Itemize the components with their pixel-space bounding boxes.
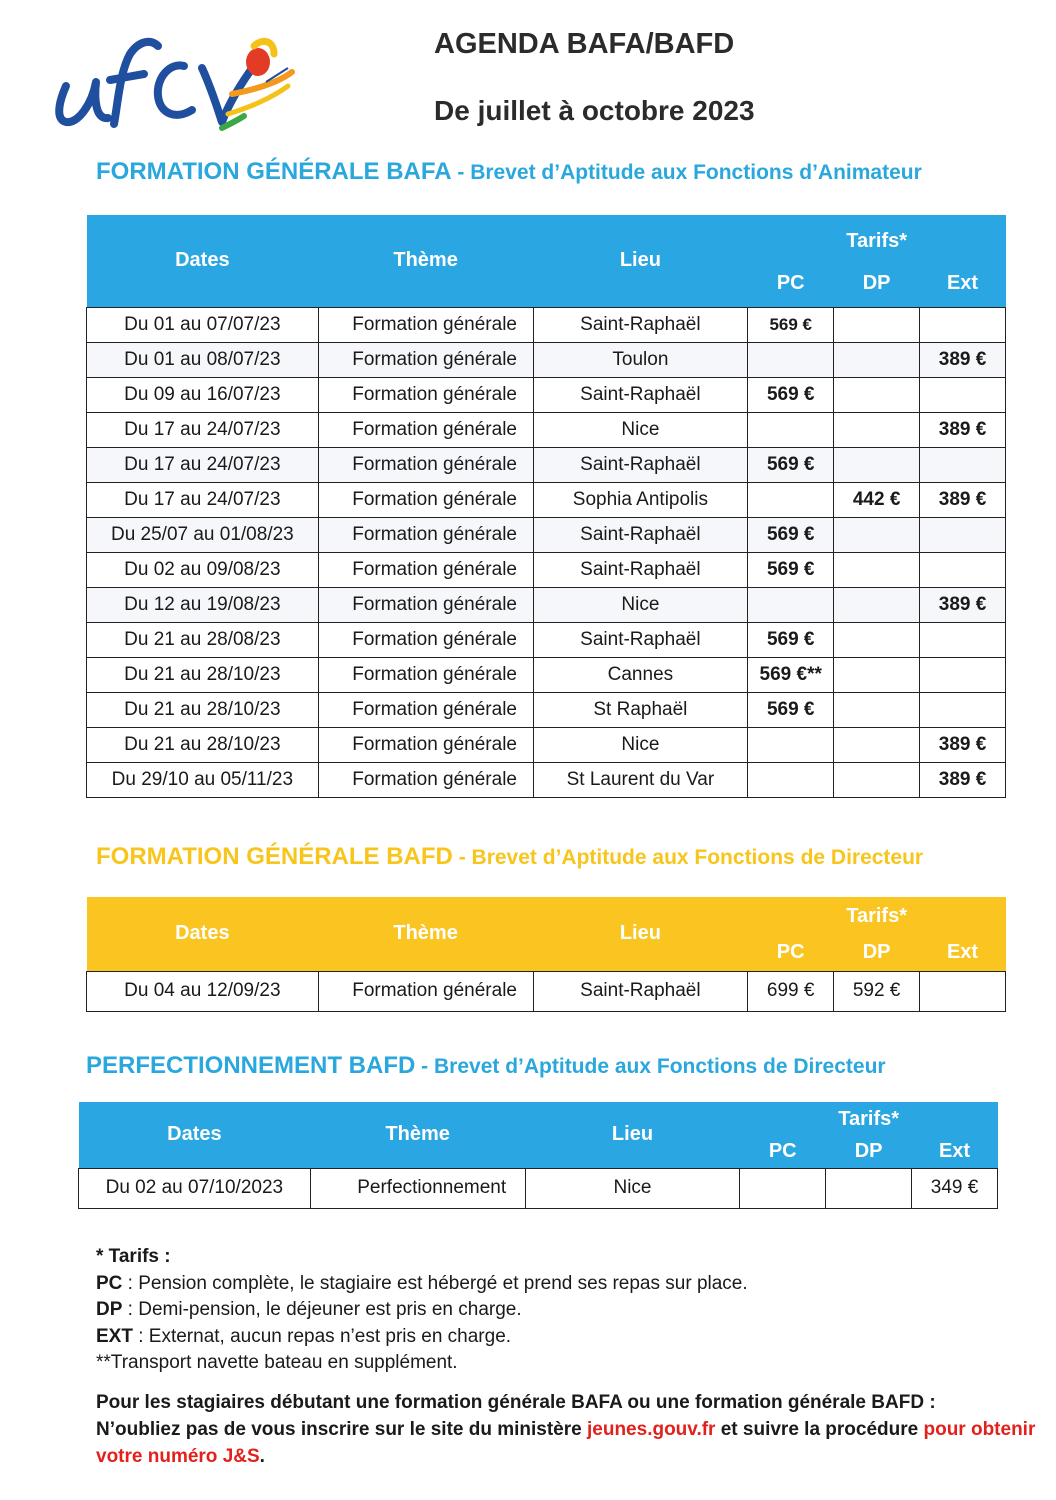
cell-theme: Formation générale	[318, 342, 533, 377]
cell-dp	[834, 307, 920, 342]
col-header-dates: Dates	[175, 249, 230, 272]
legend-ext-label: EXT	[96, 1325, 133, 1347]
page-subtitle: De juillet à octobre 2023	[434, 95, 755, 126]
cell-pc: 569 €	[748, 552, 834, 587]
cell-dp	[834, 342, 920, 377]
cell-pc: 569 €	[748, 692, 834, 727]
bafd-schedule-table	[86, 897, 1006, 1012]
cell-dp	[834, 412, 920, 447]
section-heading-bafa	[96, 158, 922, 186]
table-row	[87, 377, 1006, 412]
cell-lieu: Sophia Antipolis	[533, 482, 748, 517]
cell-theme: Perfectionnement	[310, 1168, 525, 1208]
table-row	[87, 587, 1006, 622]
cell-dp	[826, 1168, 912, 1208]
table-row	[87, 342, 1006, 377]
cell-pc: 569 €	[748, 307, 834, 342]
cell-lieu: Saint-Raphaël	[533, 307, 748, 342]
cell-lieu: Saint-Raphaël	[533, 552, 748, 587]
cell-ext: 389 €	[920, 762, 1006, 797]
cell-dp	[834, 692, 920, 727]
cell-dp	[834, 762, 920, 797]
legend-pc-label: PC	[96, 1272, 123, 1294]
table-row	[79, 1168, 998, 1208]
section-subtitle: - Brevet d’Aptitude aux Fonctions de Directeur	[415, 1055, 886, 1078]
cell-lieu: Saint-Raphaël	[533, 971, 748, 1011]
col-header-lieu: Lieu	[619, 249, 661, 272]
legend-pc	[96, 1271, 748, 1298]
cell-ext	[920, 447, 1006, 482]
table-row	[87, 552, 1006, 587]
cell-dates: Du 02 au 09/08/23	[87, 552, 319, 587]
col-header-theme: Thème	[385, 1123, 450, 1146]
col-header-lieu: Lieu	[619, 922, 661, 945]
cell-ext: 389 €	[920, 587, 1006, 622]
table-row	[87, 447, 1006, 482]
col-header-tarifs: Tarifs*	[846, 229, 908, 252]
cell-dp	[834, 622, 920, 657]
cell-dp	[834, 377, 920, 412]
notice-line-1: Pour les stagiaires débutant une formation générale BAFA ou une formation générale BAFD :	[96, 1392, 936, 1413]
cell-pc	[748, 482, 834, 517]
cell-pc	[748, 727, 834, 762]
cell-pc: 569 €	[748, 517, 834, 552]
table-row	[87, 762, 1006, 797]
cell-dp	[834, 517, 920, 552]
col-header-dp: DP	[854, 1140, 883, 1163]
cell-theme: Formation générale	[318, 657, 533, 692]
cell-pc: 699 €	[748, 971, 834, 1011]
cell-dp	[834, 587, 920, 622]
cell-lieu: St Laurent du Var	[533, 762, 748, 797]
col-header-ext: Ext	[938, 1140, 971, 1163]
cell-dates: Du 02 au 07/10/2023	[79, 1168, 311, 1208]
cell-lieu: Saint-Raphaël	[533, 622, 748, 657]
col-header-tarifs: Tarifs*	[838, 1107, 900, 1130]
cell-ext	[920, 307, 1006, 342]
cell-theme: Formation générale	[318, 552, 533, 587]
cell-lieu: Cannes	[533, 657, 748, 692]
cell-dates: Du 01 au 08/07/23	[87, 342, 319, 377]
cell-lieu: Nice	[533, 412, 748, 447]
cell-ext	[920, 971, 1006, 1011]
legend-transport: **Transport navette bateau en supplément.	[96, 1352, 458, 1373]
cell-ext: 389 €	[920, 412, 1006, 447]
perfectionnement-schedule-table	[78, 1102, 998, 1209]
cell-theme: Formation générale	[318, 727, 533, 762]
cell-pc	[748, 342, 834, 377]
cell-theme: Formation générale	[318, 622, 533, 657]
cell-dates: Du 12 au 19/08/23	[87, 587, 319, 622]
cell-dates: Du 21 au 28/10/23	[87, 727, 319, 762]
cell-dates: Du 17 au 24/07/23	[87, 412, 319, 447]
registration-notice	[96, 1389, 1041, 1470]
cell-dp: 442 €	[834, 482, 920, 517]
table-row	[87, 971, 1006, 1011]
col-header-lieu: Lieu	[611, 1123, 654, 1146]
cell-pc: 569 €	[748, 622, 834, 657]
section-title: PERFECTIONNEMENT BAFD	[86, 1052, 416, 1079]
cell-theme: Formation générale	[318, 517, 533, 552]
cell-dates: Du 21 au 28/10/23	[87, 692, 319, 727]
col-header-pc: PC	[776, 941, 805, 964]
notice-text-end: .	[259, 1446, 265, 1467]
cell-ext: 349 €	[912, 1168, 998, 1208]
section-heading-perfectionnement	[86, 1052, 886, 1080]
col-header-dp: DP	[862, 272, 891, 295]
cell-pc: 569 €	[748, 447, 834, 482]
notice-text-start: N’oubliez pas de vous inscrire sur le site du ministère	[96, 1419, 587, 1440]
cell-lieu: St Raphaël	[533, 692, 748, 727]
table-row	[87, 482, 1006, 517]
cell-dates: Du 17 au 24/07/23	[87, 447, 319, 482]
legend-dp-label: DP	[96, 1299, 123, 1320]
cell-dates: Du 29/10 au 05/11/23	[87, 762, 319, 797]
cell-ext: 389 €	[920, 482, 1006, 517]
cell-theme: Formation générale	[318, 762, 533, 797]
section-title: FORMATION GÉNÉRALE BAFA	[96, 158, 452, 185]
cell-dates: Du 17 au 24/07/23	[87, 482, 319, 517]
cell-dates: Du 21 au 28/10/23	[87, 657, 319, 692]
cell-theme: Formation générale	[318, 971, 533, 1011]
cell-dates: Du 25/07 au 01/08/23	[87, 517, 319, 552]
table-row	[87, 412, 1006, 447]
col-header-dates: Dates	[175, 922, 230, 945]
legend-pc-text: : Pension complète, le stagiaire est hébergé et prend ses repas sur place.	[122, 1272, 748, 1294]
cell-theme: Formation générale	[318, 447, 533, 482]
col-header-pc: PC	[768, 1140, 797, 1163]
cell-ext	[920, 377, 1006, 412]
cell-dates: Du 01 au 07/07/23	[87, 307, 319, 342]
col-header-tarifs: Tarifs*	[846, 904, 907, 927]
table-row	[87, 517, 1006, 552]
cell-theme: Formation générale	[318, 482, 533, 517]
cell-pc	[748, 412, 834, 447]
cell-pc	[748, 587, 834, 622]
cell-dp	[834, 552, 920, 587]
section-title: FORMATION GÉNÉRALE BAFD	[96, 843, 453, 870]
cell-lieu: Nice	[533, 727, 748, 762]
notice-red-text: pour obtenir votre numéro J&S	[96, 1419, 1036, 1467]
cell-lieu: Saint-Raphaël	[533, 377, 748, 412]
legend-dp	[96, 1297, 748, 1324]
ministry-link[interactable]: jeunes.gouv.fr	[587, 1419, 716, 1440]
bafa-schedule-table	[86, 215, 1006, 798]
cell-ext	[920, 517, 1006, 552]
ufcv-logo	[52, 24, 302, 152]
cell-ext	[920, 692, 1006, 727]
col-header-theme: Thème	[393, 922, 458, 945]
cell-ext	[920, 552, 1006, 587]
legend-dp-text: : Demi-pension, le déjeuner est pris en charge.	[122, 1299, 522, 1320]
table-row	[87, 307, 1006, 342]
notice-text-mid: et suivre la procédure	[715, 1419, 924, 1440]
cell-ext	[920, 657, 1006, 692]
table-row	[87, 657, 1006, 692]
col-header-pc: PC	[776, 272, 805, 295]
cell-ext	[920, 622, 1006, 657]
cell-dates: Du 09 au 16/07/23	[87, 377, 319, 412]
cell-theme: Formation générale	[318, 587, 533, 622]
cell-dp	[834, 727, 920, 762]
tarifs-legend	[96, 1244, 748, 1377]
table-row	[87, 622, 1006, 657]
legend-ext	[96, 1324, 748, 1351]
legend-ext-text: : Externat, aucun repas n’est pris en charge.	[132, 1325, 512, 1347]
cell-pc: 569 €	[748, 377, 834, 412]
cell-dp	[834, 447, 920, 482]
section-subtitle: - Brevet d’Aptitude aux Fonctions d’Animateur	[451, 161, 922, 184]
cell-dp	[834, 657, 920, 692]
cell-dates: Du 04 au 12/09/23	[87, 971, 319, 1011]
cell-theme: Formation générale	[318, 412, 533, 447]
cell-lieu: Saint-Raphaël	[533, 517, 748, 552]
section-subtitle: - Brevet d’Aptitude aux Fonctions de Directeur	[452, 846, 924, 869]
cell-ext: 389 €	[920, 342, 1006, 377]
cell-lieu: Nice	[525, 1168, 740, 1208]
cell-pc	[748, 762, 834, 797]
notice-line-2	[96, 1416, 1041, 1470]
col-header-dates: Dates	[167, 1123, 222, 1146]
col-header-dp: DP	[862, 941, 891, 964]
cell-dp: 592 €	[834, 971, 920, 1011]
col-header-ext: Ext	[946, 941, 979, 964]
section-heading-bafd	[96, 843, 923, 871]
cell-theme: Formation générale	[318, 692, 533, 727]
cell-ext: 389 €	[920, 727, 1006, 762]
cell-pc	[740, 1168, 826, 1208]
col-header-theme: Thème	[393, 249, 458, 272]
table-row	[87, 692, 1006, 727]
cell-theme: Formation générale	[318, 307, 533, 342]
table-row	[87, 727, 1006, 762]
cell-lieu: Toulon	[533, 342, 748, 377]
cell-dates: Du 21 au 28/08/23	[87, 622, 319, 657]
cell-theme: Formation générale	[318, 377, 533, 412]
cell-lieu: Nice	[533, 587, 748, 622]
page-title: AGENDA BAFA/BAFD	[434, 28, 735, 60]
cell-pc: 569 €**	[748, 657, 834, 692]
col-header-ext: Ext	[946, 272, 979, 295]
legend-heading: * Tarifs :	[96, 1246, 171, 1267]
cell-lieu: Saint-Raphaël	[533, 447, 748, 482]
